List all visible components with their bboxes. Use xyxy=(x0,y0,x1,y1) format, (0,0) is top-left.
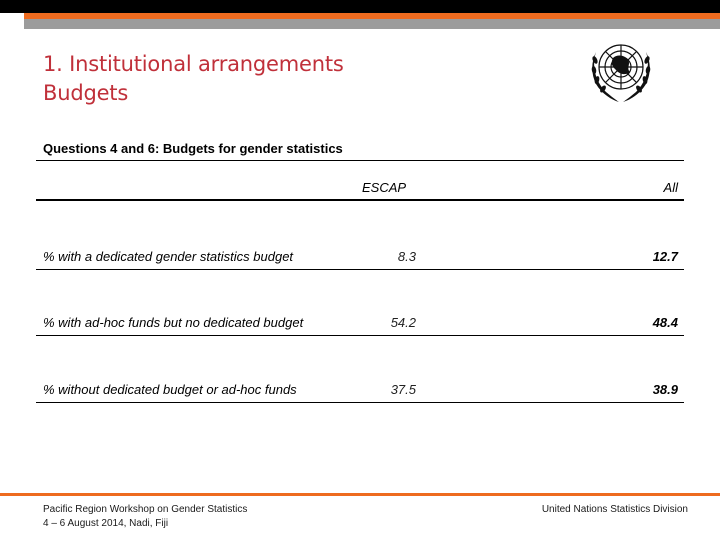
slide-title xyxy=(43,50,344,108)
column-header-all: All xyxy=(663,180,678,195)
table-row-rule xyxy=(36,335,684,336)
footer-orange-rule xyxy=(0,493,720,496)
footer-event-date: 4 – 6 August 2014, Nadi, Fiji xyxy=(43,518,169,529)
table-row-label: % with ad-hoc funds but no dedicated budget xyxy=(43,315,304,330)
table-cell-escap: 37.5 xyxy=(390,382,416,397)
un-emblem-icon xyxy=(586,34,656,110)
table-subtitle: Questions 4 and 6: Budgets for gender statistics xyxy=(43,141,343,156)
table-top-rule xyxy=(36,160,684,161)
footer-event-info xyxy=(43,503,247,531)
top-black-band xyxy=(0,0,720,13)
top-gray-band xyxy=(24,19,720,29)
table-cell-all: 48.4 xyxy=(652,315,678,330)
footer-event-name: Pacific Region Workshop on Gender Statistics xyxy=(43,504,248,515)
table-cell-all: 38.9 xyxy=(652,382,678,397)
slide-title-line2: Budgets xyxy=(43,81,129,105)
slide-title-line1: 1. Institutional arrangements xyxy=(43,52,344,76)
table-row-rule xyxy=(36,269,684,270)
table-row-label: % with a dedicated gender statistics budget xyxy=(43,249,294,264)
table-cell-escap: 8.3 xyxy=(397,249,416,264)
footer-organization: United Nations Statistics Division xyxy=(541,504,688,515)
column-header-escap: ESCAP xyxy=(362,180,407,195)
table-cell-all: 12.7 xyxy=(652,249,678,264)
table-cell-escap: 54.2 xyxy=(390,315,416,330)
table-row-label: % without dedicated budget or ad-hoc funds xyxy=(43,382,297,397)
table-row-rule xyxy=(36,402,684,403)
table-header-rule xyxy=(36,199,684,201)
